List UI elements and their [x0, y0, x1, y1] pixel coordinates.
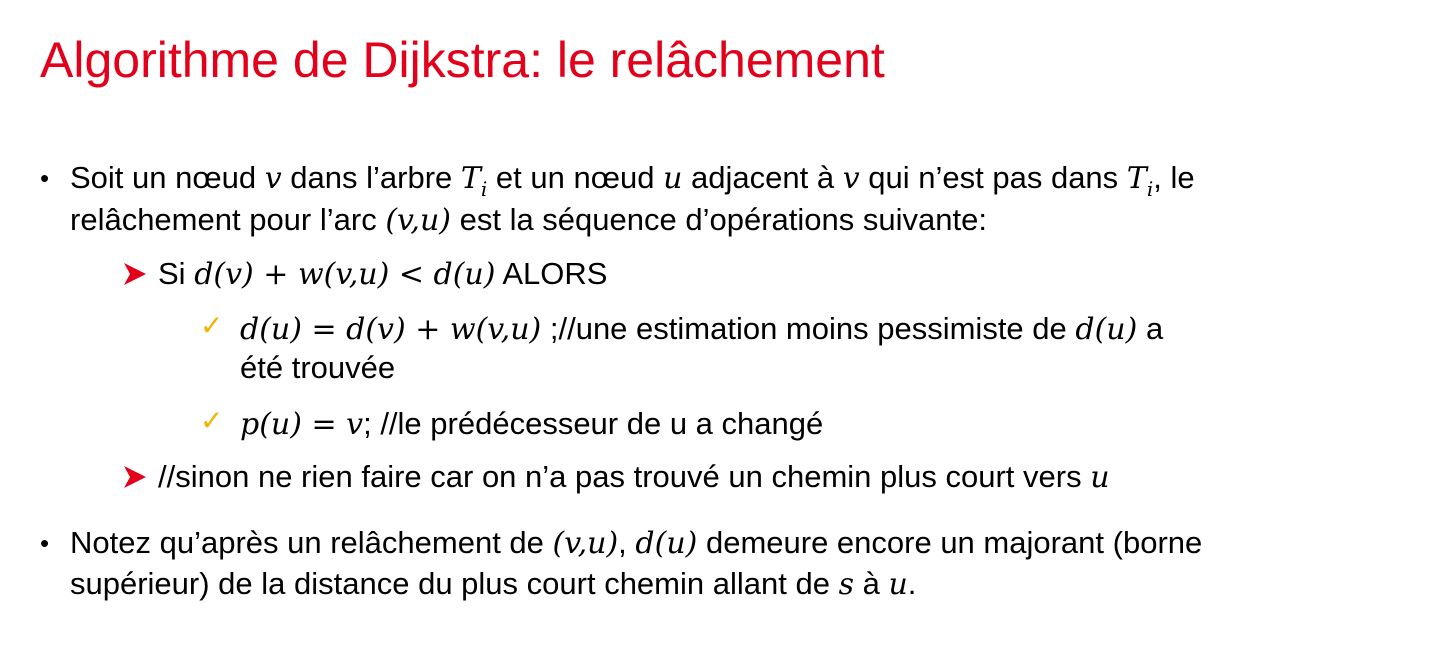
math-formula: p(u) = v: [240, 407, 364, 442]
math-v: v: [842, 161, 860, 196]
math-subscript-i: i: [1146, 177, 1154, 201]
check-1-line-2: été trouvée: [240, 350, 396, 385]
math-T: T: [1126, 161, 1147, 196]
arrow-bullet-icon: [122, 464, 148, 490]
math-u: u: [1090, 460, 1110, 495]
text: Soit un nœud: [70, 160, 265, 195]
slide-title: Algorithme de Dijkstra: le relâchement: [40, 32, 885, 88]
text: et un nœud: [487, 160, 664, 195]
checkmark-icon: ✓: [200, 309, 224, 342]
text: relâchement pour l’arc: [70, 202, 386, 237]
text: Notez qu’après un relâchement de: [70, 525, 553, 560]
text: Si: [158, 256, 195, 291]
sub-bullet-1: [158, 254, 607, 295]
arrow-bullet-icon: [122, 261, 148, 287]
math-T: T: [460, 161, 481, 196]
math-arc-vu: (v,u): [552, 526, 619, 561]
text: ALORS: [495, 256, 608, 291]
math-subscript-i: i: [480, 177, 488, 201]
bullet-2-line-2: [70, 564, 916, 605]
math-u: u: [663, 161, 683, 196]
text: supérieur) de la distance du plus court chemin allant de: [70, 566, 839, 601]
bullet-icon: •: [40, 163, 50, 193]
math-u: u: [888, 567, 908, 602]
text: demeure encore un majorant (borne: [697, 525, 1203, 560]
text: .: [907, 566, 917, 601]
text: //sinon ne rien faire car on n’a pas trouvé un chemin plus court vers: [158, 459, 1091, 494]
math-formula: d(u) = d(v) + w(v,u): [240, 312, 542, 347]
bullet-1-line-2: [70, 200, 987, 241]
math-du: d(u): [1075, 312, 1138, 347]
text: adjacent à: [682, 160, 843, 195]
bullet-2-line-1: [70, 523, 1202, 564]
text: ,: [618, 525, 636, 560]
checkmark-icon: ✓: [200, 404, 224, 437]
sub-bullet-2: [158, 457, 1110, 498]
text: , le: [1153, 160, 1195, 195]
math-condition: d(v) + w(v,u) < d(u): [194, 257, 496, 292]
math-du: d(u): [635, 526, 698, 561]
check-1-line-1: [240, 309, 1163, 350]
bullet-icon: •: [40, 528, 50, 558]
math-s: s: [838, 567, 854, 602]
text: a: [1137, 311, 1164, 346]
text: ; //le prédécesseur de u a changé: [363, 406, 824, 441]
check-2: [240, 404, 823, 445]
math-v: v: [264, 161, 282, 196]
text: ;//une estimation moins pessimiste de: [541, 311, 1076, 346]
text: à: [853, 566, 889, 601]
text: qui n’est pas dans: [859, 160, 1127, 195]
math-arc-vu: (v,u): [385, 203, 451, 238]
text: est la séquence d’opérations suivante:: [450, 202, 987, 237]
text: dans l’arbre: [281, 160, 461, 195]
